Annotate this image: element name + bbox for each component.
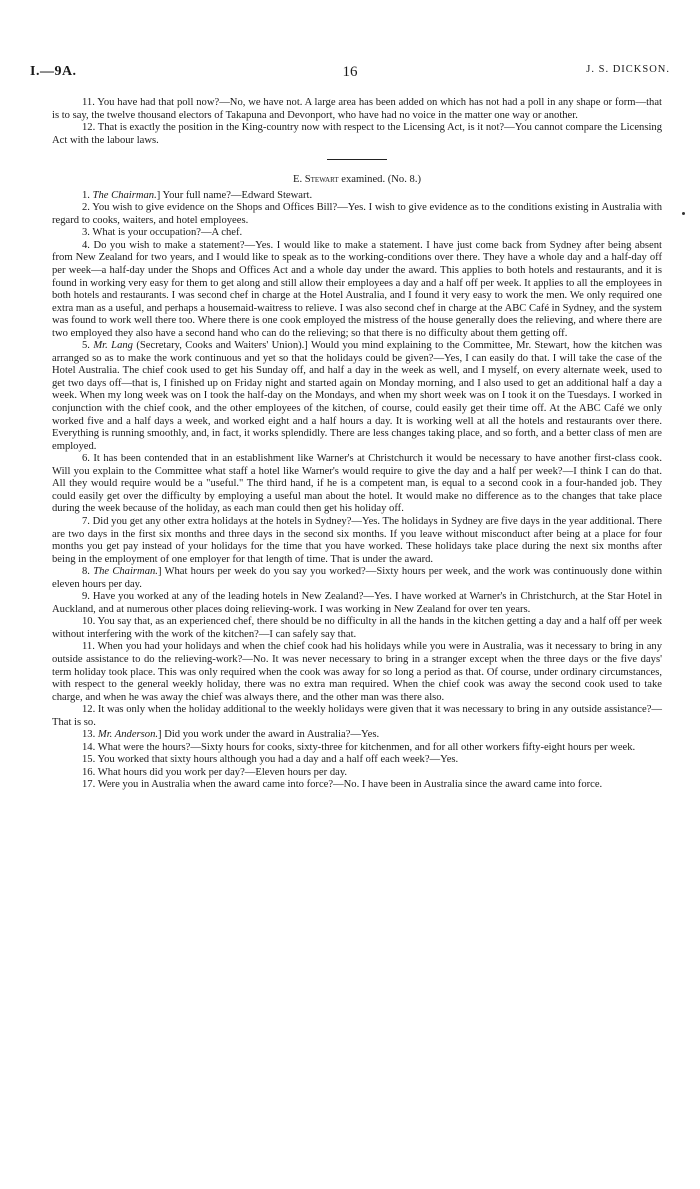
question-17: 17. Were you in Australia when the award came into force?—No. I have been in Australia since the award came into force.	[82, 779, 603, 791]
question-14: 14. What were the hours?—Sixty hours for cooks, sixty-three for kitchenmen, and for all other workers fifty-eight hours per week.	[82, 741, 636, 753]
question-6: 6. It has been contended that in an establishment like Warner's at Christchurch it would be necessary to have another first-class cook. Will you explain to the Committee what staff a hotel like Warner's would require to give the day and a half per week?—I think I can do that. All they would require would be a "useful." The third hand, if he is a competent man, is equal to a second cook in a four-handed job. They could easily get over the difficulty by employing a useful man about the hotel. It would make no difference as to the changes that take place during the week because of the holiday, as each man could then get his holiday off.	[52, 453, 662, 515]
question-1	[52, 190, 662, 203]
question-text: ] What hours per week do you say you worked?—Sixty hours per week, and the work was continuously done within eleven hours per day.	[52, 566, 662, 590]
question-9: 9. Have you worked at any of the leading hotels in New Zealand?—Yes. I have worked at Warner's in Christchurch, at the Star Hotel in Auckland, and at numerous other places doing relieving-work. I was working in New Zealand for over ten years.	[52, 591, 662, 615]
question-text: ] Your full name?—Edward Stewart.	[156, 189, 313, 201]
question-number: 8.	[82, 566, 94, 578]
question-2: 2. You wish to give evidence on the Shops and Offices Bill?—Yes. I wish to give evidence as to the conditions existing in Australia with regard to cooks, waiters, and hotel employees.	[52, 202, 662, 226]
question-15: 15. You worked that sixty hours although you had a day and a half off each week?—Yes.	[82, 754, 459, 766]
examined-label: examined. (No. 8.)	[338, 174, 421, 186]
witness-name-header: J. S. DICKSON.	[586, 64, 670, 75]
witness-name: E. Stewart	[293, 174, 339, 186]
question-11: 11. When you had your holidays and when the chief cook had his holidays while you were in Australia, was it necessary to bring in any outside assistance to do the relieving-work?—No. It was never necessary to bring in a stranger except when the three days or the five days' term holiday took place. This was only required when the cook was away for so long a period as that. Of course, under ordinary circumstances, with respect to the general weekly holiday, there was no extra man required. When the chief cook was away the second cook used to take charge, and when he was away the chief was always there, and the other man was there also.	[52, 641, 662, 703]
speaker: The Chairman.	[92, 189, 157, 201]
question-number: 5.	[82, 340, 94, 352]
question-text: ] Did you work under the award in Australia?—Yes.	[158, 729, 380, 741]
question-number: 1.	[82, 189, 93, 201]
question-16: 16. What hours did you work per day?—Eleven hours per day.	[82, 766, 348, 778]
question-5	[52, 340, 662, 453]
page-number: 16	[342, 64, 358, 80]
paragraph-11-intro: 11. You have had that poll now?—No, we have not. A large area has been added on which has not had a poll in any shape or form—that is to say, the twelve thousand electors of Takapuna and Devonport, who have had no voice in the matter one way or another.	[52, 97, 662, 121]
paper-reference: I.—9A.	[30, 64, 77, 79]
section-divider	[327, 159, 387, 160]
question-12: 12. It was only when the holiday additional to the weekly holidays were given that it was necessary to bring in any outside assistance?—That is so.	[52, 704, 662, 728]
page-header	[30, 64, 670, 84]
question-7: 7. Did you get any other extra holidays at the hotels in Sydney?—Yes. The holidays in Sydney are five days in the year additional. There are two days in the first six months and three days in the second six months. If you leave without misconduct after being at a place for four months you get pay instead of your holidays for the time that you have worked. These holidays take place during the next six months after being in the employment of one employer for that length of time. That is under the award.	[52, 515, 662, 565]
question-4: 4. Do you wish to make a statement?—Yes. I would like to make a statement. I have just come back from Sydney after being absent from New Zealand for two years, and I would like to speak as to the working-conditions over there. They have a whole day and a half-day off per week—a half-day under the Shops and Offices Act and a whole day under the award. This applies to both hotels and restaurants, and it is found in working very easy for them to get along and still allow their employees a day and a half off per week. It applies to all the employees in both hotels and restaurants. I was second chef in charge at the Hotel Australia, and I found it very easy to work the men. We only required one extra man as a useful, and perhaps a housemaid-waitress to relieve. I was also second chef in charge at the ABC Café in Sydney, and the system was found to work well there too. Where there is one cook employed the mistress of the house generally does the relieving, and where there are two employed they also have a second hand who can do the relieving; so that there is no difficulty about them getting off.	[52, 239, 662, 339]
speaker: Mr. Lang	[93, 340, 133, 352]
section-heading	[52, 174, 662, 187]
spacer	[52, 147, 662, 159]
paragraph-12-intro: 12. That is exactly the position in the King-country now with respect to the Licensing Act, is it not?—You cannot compare the Licensing Act with the labour laws.	[52, 122, 662, 146]
speaker: The Chairman.	[93, 566, 158, 578]
question-text: (Secretary, Cooks and Waiters' Union).] Would you mind explaining to the Committee, Mr. Stewart, how the kitchen was arranged so as to make the work continuous and yet so that the holidays could be given?—Yes, I can easily do that. I will take the case of the Hotel Australia. The chief cook used to get his Sunday off, and half a day in the week as well, and I myself, on every alternate week, used to get two days off—that is, I finished up on Friday night and started again on Monday morning, and I also used to get an additional half a day a week. When my long week was on I took the half-day on the Mondays, and when my short week was on I took it on the Tuesdays. I worked in conjunction with the chief cook, and the other employees of the kitchen, of course, could easily get their time off. At the ABC Café we only worked five and a half days a week, and worked eight and a half hours a day. It is working well at all the hotels and restaurants over there. Everything is running smoothly, and, in fact, it works splendidly. There are less changes taking place, and so forth, and a better class of men are employed.	[52, 340, 663, 452]
margin-mark	[682, 212, 685, 215]
question-8	[52, 566, 662, 591]
question-number: 13.	[82, 729, 98, 741]
document-body	[52, 97, 662, 792]
question-10: 10. You say that, as an experienced chef, there should be no difficulty in all the hands in the kitchen getting a day and a half off per week without interfering with the work of the kitchen?—I can safely say that.	[52, 616, 662, 640]
speaker: Mr. Anderson.	[97, 729, 159, 741]
question-3: 3. What is your occupation?—A chef.	[82, 227, 243, 239]
question-13	[52, 729, 662, 742]
